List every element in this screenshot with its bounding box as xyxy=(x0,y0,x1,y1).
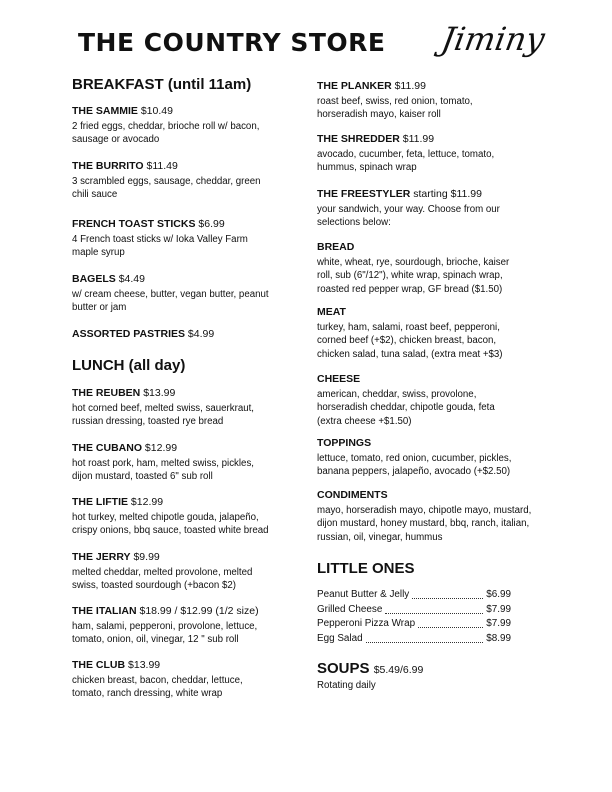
menu-item-name: THE ITALIAN xyxy=(72,605,137,617)
menu-item-name: BREAD xyxy=(317,241,355,253)
menu-item-title xyxy=(317,306,503,319)
menu-item-description: melted cheddar, melted provolone, melted xyxy=(72,567,253,578)
soups-price: $5.49/6.99 xyxy=(373,664,424,676)
menu-item xyxy=(317,80,473,122)
dot-leader xyxy=(366,632,484,643)
menu-item-title xyxy=(317,437,511,450)
menu-item-title xyxy=(72,496,269,509)
menu-item-description: hot turkey, melted chipotle gouda, jalapeño, xyxy=(72,512,259,523)
menu-item-name: FRENCH TOAST STICKS xyxy=(72,218,196,230)
menu-item-title xyxy=(72,160,261,173)
menu-item-description: hummus, spinach wrap xyxy=(317,162,417,174)
menu-item-description: russian, oil, vinegar, hummus xyxy=(317,531,443,543)
menu-item xyxy=(72,496,269,538)
menu-item-title xyxy=(317,133,494,146)
menu-item-description: butter or jam xyxy=(72,302,127,314)
brand-name: THE COUNTRY STORE xyxy=(78,28,386,57)
menu-item-description: 4 French toast sticks w/ Ioka Valley Farm xyxy=(72,234,248,245)
menu-item-description: corned beef (+$2), chicken breast, bacon, xyxy=(317,335,497,347)
menu-item-name: TOPPINGS xyxy=(317,437,372,449)
menu-item-name: ASSORTED PASTRIES xyxy=(72,328,185,340)
menu-item xyxy=(317,373,495,428)
menu-item-description: chili sauce xyxy=(72,189,118,201)
menu-item-description: mayo, horseradish mayo, chipotle mayo, mustard, xyxy=(317,505,532,516)
little-ones-item xyxy=(317,588,511,602)
menu-item-price: $13.99 xyxy=(128,659,161,671)
menu-item-description: avocado, cucumber, feta, lettuce, tomato, xyxy=(317,149,495,160)
menu-item-name: THE SHREDDER xyxy=(317,133,400,145)
soups-heading xyxy=(317,660,423,677)
menu-item-description: crispy onions, bbq sauce, toasted white bread xyxy=(72,525,269,537)
menu-item-name: THE SAMMIE xyxy=(72,105,138,117)
menu-item-title xyxy=(72,551,252,564)
menu-item-price: $4.49 xyxy=(118,273,145,285)
menu-item-title xyxy=(72,105,259,118)
dot-leader xyxy=(418,617,483,628)
menu-item-description: chicken salad, tuna salad, (extra meat +$3) xyxy=(317,348,503,360)
menu-item-price: $18.99 / $12.99 (1/2 size) xyxy=(139,605,259,617)
menu-item-name: THE PLANKER xyxy=(317,80,392,92)
menu-item-description: 2 fried eggs, cheddar, brioche roll w/ bacon, xyxy=(72,121,260,132)
little-ones-item-price: $7.99 xyxy=(486,603,511,615)
little-ones-item xyxy=(317,632,511,646)
menu-item-description: russian dressing, toasted rye bread xyxy=(72,416,224,428)
menu-item-price: $13.99 xyxy=(143,387,176,399)
menu-item xyxy=(317,489,531,544)
little-ones-item xyxy=(317,603,511,617)
menu-item-description: turkey, ham, salami, roast beef, pepperoni, xyxy=(317,322,500,333)
menu-item-description: roasted red pepper wrap, GF bread ($1.50) xyxy=(317,283,503,295)
menu-item xyxy=(317,133,494,175)
menu-item-price: starting $11.99 xyxy=(413,188,482,200)
menu-item-title xyxy=(317,373,495,386)
menu-item-title xyxy=(72,387,254,400)
menu-item-price: $11.49 xyxy=(146,160,178,172)
little-ones-item xyxy=(317,617,511,631)
menu-item-name: MEAT xyxy=(317,306,346,318)
menu-item-description: horseradish mayo, kaiser roll xyxy=(317,109,441,121)
menu-item-description: banana peppers, jalapeño, avocado (+$2.50) xyxy=(317,466,511,478)
menu-item xyxy=(317,437,511,479)
little-ones-heading: LITTLE ONES xyxy=(317,560,415,577)
menu-item-name: THE CLUB xyxy=(72,659,126,671)
little-ones-item-label: Peanut Butter & Jelly xyxy=(317,589,410,600)
menu-item-name: THE LIFTIE xyxy=(72,496,128,508)
menu-item xyxy=(72,387,254,429)
menu-item-title xyxy=(317,489,531,502)
menu-item-description: chicken breast, bacon, cheddar, lettuce, xyxy=(72,675,243,686)
menu-item-name: BAGELS xyxy=(72,273,116,285)
menu-item xyxy=(317,188,500,230)
menu-item-description: lettuce, tomato, red onion, cucumber, pickles, xyxy=(317,453,512,464)
menu-item-description: roast beef, swiss, red onion, tomato, xyxy=(317,96,473,107)
menu-item-title xyxy=(72,328,214,341)
menu-item-price: $9.99 xyxy=(133,551,160,563)
menu-item-description: white, wheat, rye, sourdough, brioche, kaiser xyxy=(317,257,510,268)
menu-item-description: ham, salami, pepperoni, provolone, lettuce, xyxy=(72,621,258,632)
menu-item-description: tomato, onion, oil, vinegar, 12 " sub roll xyxy=(72,634,239,646)
menu-item-name: THE FREESTYLER xyxy=(317,188,411,200)
breakfast-heading: BREAKFAST (until 11am) xyxy=(72,76,252,93)
menu-item-description: hot roast pork, ham, melted swiss, pickles, xyxy=(72,458,254,469)
brand-script-logo: Jiminy xyxy=(438,20,548,58)
menu-item-price: $4.99 xyxy=(187,328,215,340)
menu-item-title xyxy=(317,80,473,93)
menu-item-description: horseradish cheddar, chipotle gouda, feta xyxy=(317,402,495,414)
menu-item-description: american, cheddar, swiss, provolone, xyxy=(317,389,477,400)
menu-item-description: dijon mustard, honey mustard, bbq, ranch, italian, xyxy=(317,518,530,530)
menu-item xyxy=(317,306,503,361)
menu-item-description: tomato, ranch dressing, white wrap xyxy=(72,688,223,700)
menu-item-title xyxy=(317,241,509,254)
menu-item xyxy=(72,659,243,701)
menu-item-title xyxy=(72,605,259,618)
menu-item-description: (extra cheese +$1.50) xyxy=(317,415,412,427)
menu-item-price: $11.99 xyxy=(402,133,435,145)
menu-item-description: swiss, toasted sourdough (+bacon $2) xyxy=(72,580,236,592)
little-ones-item-price: $7.99 xyxy=(486,618,511,629)
lunch-heading: LUNCH (all day) xyxy=(72,357,186,374)
brand-header xyxy=(70,18,550,68)
menu-item-name: THE REUBEN xyxy=(72,387,141,399)
menu-item-description: roll, sub (6"/12"), white wrap, spinach wrap, xyxy=(317,270,503,282)
menu-item-title xyxy=(72,659,243,672)
menu-item xyxy=(72,218,248,260)
dot-leader xyxy=(385,603,483,614)
menu-item-description: selections below: xyxy=(317,217,391,229)
soups-description: Rotating daily xyxy=(317,680,376,691)
menu-item xyxy=(72,160,261,202)
menu-item-description: dijon mustard, toasted 6" sub roll xyxy=(72,471,213,483)
menu-item-title xyxy=(72,218,248,231)
dot-leader xyxy=(412,588,483,599)
menu-item-description: maple syrup xyxy=(72,247,125,259)
menu-item xyxy=(72,442,254,484)
little-ones-item-label: Grilled Cheese xyxy=(317,603,383,615)
menu-item-name: CHEESE xyxy=(317,373,361,385)
menu-item-price: $11.99 xyxy=(394,80,426,92)
menu-item-name: THE JERRY xyxy=(72,551,131,563)
menu-item-title xyxy=(317,188,500,201)
menu-item-name: THE BURRITO xyxy=(72,160,144,172)
menu-item-description: 3 scrambled eggs, sausage, cheddar, green xyxy=(72,176,261,187)
little-ones-item-label: Egg Salad xyxy=(317,632,363,644)
menu-item xyxy=(72,328,214,341)
menu-item-name: THE CUBANO xyxy=(72,442,142,454)
menu-item-description: sausage or avocado xyxy=(72,134,160,146)
menu-item-title xyxy=(72,442,254,455)
menu-item xyxy=(317,241,509,296)
menu-item xyxy=(72,551,252,593)
menu-item xyxy=(72,273,269,315)
menu-item-price: $12.99 xyxy=(130,496,164,508)
menu-item-name: CONDIMENTS xyxy=(317,489,388,501)
menu-item-description: your sandwich, your way. Choose from our xyxy=(317,204,500,215)
menu-item xyxy=(72,105,259,147)
menu-item-description: w/ cream cheese, butter, vegan butter, peanut xyxy=(72,289,269,300)
menu-item-price: $6.99 xyxy=(198,218,225,230)
menu-item-price: $12.99 xyxy=(144,442,178,454)
menu-item-price: $10.49 xyxy=(140,105,173,117)
menu-item xyxy=(72,605,259,647)
soups-title: SOUPS xyxy=(317,660,370,677)
menu-item-description: hot corned beef, melted swiss, sauerkraut, xyxy=(72,403,255,414)
little-ones-item-price: $8.99 xyxy=(486,632,511,644)
little-ones-item-label: Pepperoni Pizza Wrap xyxy=(317,618,416,629)
little-ones-item-price: $6.99 xyxy=(486,589,511,600)
menu-item-title xyxy=(72,273,269,286)
